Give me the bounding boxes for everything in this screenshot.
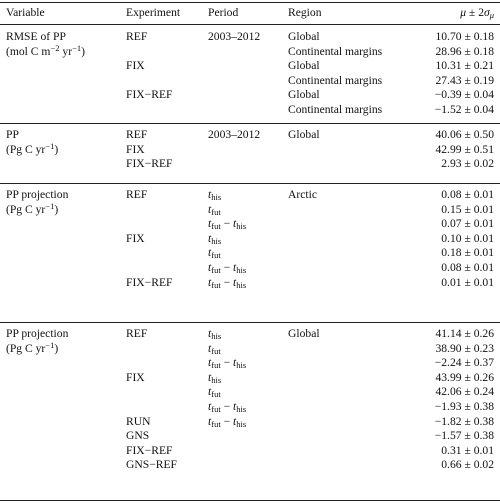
group-separator bbox=[0, 183, 500, 184]
period-cell: $t_{fut} - t_{his}$ bbox=[208, 414, 247, 429]
region-cell: Global bbox=[288, 327, 320, 340]
value-cell: 10.31 ± 0.21 bbox=[435, 59, 494, 73]
value-cell: 0.31 ± 0.01 bbox=[441, 443, 494, 457]
value-cell: 2.93 ± 0.02 bbox=[441, 157, 494, 171]
period-cell: $t_{fut}$ bbox=[208, 202, 221, 217]
value-cell: −1.52 ± 0.04 bbox=[434, 103, 494, 116]
period-cell: $t_{fut}$ bbox=[208, 341, 221, 356]
value-cell: 0.08 ± 0.01 bbox=[441, 188, 494, 201]
header-variable: Variable bbox=[6, 6, 45, 19]
period-cell: $t_{fut} - t_{his}$ bbox=[208, 217, 247, 232]
header-stat: $\mu \pm 2\sigma_\mu$ bbox=[460, 6, 494, 20]
value-cell: 27.43 ± 0.19 bbox=[435, 73, 494, 87]
period-cell: 2003–2012 bbox=[208, 128, 261, 141]
period-cell: $t_{his}$ bbox=[208, 370, 222, 385]
value-cell: 40.06 ± 0.50 bbox=[435, 128, 494, 141]
experiment-cell: FIX−REF bbox=[126, 275, 173, 289]
value-cell: 41.14 ± 0.26 bbox=[435, 327, 494, 340]
value-cell: 28.96 ± 0.18 bbox=[435, 44, 494, 58]
region-cell: Global bbox=[288, 59, 320, 73]
period-cell: $t_{fut} - t_{his}$ bbox=[208, 261, 247, 275]
variable-name: PP bbox=[6, 128, 19, 141]
period-cell: 2003–2012 bbox=[208, 30, 261, 43]
value-cell: −1.82 ± 0.38 bbox=[434, 414, 494, 428]
experiment-cell: FIX bbox=[126, 231, 145, 245]
header-experiment: Experiment bbox=[126, 6, 181, 19]
value-cell: 0.01 ± 0.01 bbox=[441, 275, 494, 289]
header-rule bbox=[0, 24, 500, 25]
value-cell: 42.06 ± 0.24 bbox=[435, 385, 494, 399]
region-cell: Global bbox=[288, 128, 320, 141]
period-cell: $t_{his}$ bbox=[208, 188, 222, 202]
value-cell: 0.07 ± 0.01 bbox=[441, 217, 494, 231]
value-cell: 0.15 ± 0.01 bbox=[441, 202, 494, 216]
value-cell: −1.57 ± 0.38 bbox=[434, 429, 494, 443]
variable-unit: (Pg C $yr^{-1}$) bbox=[6, 200, 59, 216]
value-cell: 0.18 ± 0.01 bbox=[441, 246, 494, 260]
experiment-cell: FIX bbox=[126, 142, 145, 156]
experiment-cell: RUN bbox=[126, 414, 151, 428]
variable-name: PP projection bbox=[6, 327, 69, 340]
group-separator bbox=[0, 123, 500, 124]
variable-unit: (mol C $m^{-2}$ $yr^{-1}$) bbox=[6, 42, 85, 58]
variable-unit: (Pg C $yr^{-1}$) bbox=[6, 339, 59, 355]
variable-name: RMSE of PP bbox=[6, 30, 66, 43]
experiment-cell: REF bbox=[126, 327, 148, 340]
period-cell: $t_{fut} - t_{his}$ bbox=[208, 356, 247, 371]
period-cell: $t_{fut} - t_{his}$ bbox=[208, 275, 247, 290]
experiment-cell: GNS bbox=[126, 429, 150, 443]
variable-unit: (Pg C $yr^{-1}$) bbox=[6, 140, 59, 156]
period-cell: $t_{fut} - t_{his}$ bbox=[208, 400, 247, 414]
value-cell: −0.39 ± 0.04 bbox=[434, 88, 494, 102]
value-cell: 0.10 ± 0.01 bbox=[441, 231, 494, 245]
experiment-cell: FIX−REF bbox=[126, 88, 173, 102]
region-cell: Global bbox=[288, 88, 320, 102]
experiment-cell: REF bbox=[126, 128, 148, 141]
region-cell: Arctic bbox=[288, 188, 317, 201]
experiment-cell: FIX−REF bbox=[126, 157, 173, 171]
experiment-cell: GNS−REF bbox=[126, 458, 177, 472]
group-separator bbox=[0, 322, 500, 323]
experiment-cell: FIX bbox=[126, 59, 145, 73]
value-cell: −1.93 ± 0.38 bbox=[434, 400, 494, 413]
value-cell: 10.70 ± 0.18 bbox=[435, 30, 494, 43]
region-cell: Continental margins bbox=[288, 103, 383, 116]
value-cell: 0.66 ± 0.02 bbox=[441, 458, 494, 472]
experiment-cell: FIX−REF bbox=[126, 443, 173, 457]
period-cell: $t_{his}$ bbox=[208, 231, 222, 246]
region-cell: Continental margins bbox=[288, 44, 383, 58]
period-cell: $t_{his}$ bbox=[208, 327, 222, 341]
experiment-cell: REF bbox=[126, 30, 148, 43]
experiment-cell: REF bbox=[126, 188, 148, 201]
value-cell: 43.99 ± 0.26 bbox=[435, 370, 494, 384]
value-cell: 42.99 ± 0.51 bbox=[435, 142, 494, 156]
region-cell: Global bbox=[288, 30, 320, 43]
value-cell: 38.90 ± 0.23 bbox=[435, 341, 494, 355]
header-region: Region bbox=[288, 6, 322, 19]
period-cell: $t_{fut}$ bbox=[208, 246, 221, 261]
bottom-rule bbox=[0, 500, 500, 501]
top-rule bbox=[0, 2, 500, 3]
period-cell: $t_{fut}$ bbox=[208, 385, 221, 400]
experiment-cell: FIX bbox=[126, 370, 145, 384]
value-cell: −2.24 ± 0.37 bbox=[434, 356, 494, 370]
value-cell: 0.08 ± 0.01 bbox=[441, 261, 494, 274]
header-period: Period bbox=[208, 6, 239, 19]
variable-name: PP projection bbox=[6, 188, 69, 201]
region-cell: Continental margins bbox=[288, 73, 383, 87]
